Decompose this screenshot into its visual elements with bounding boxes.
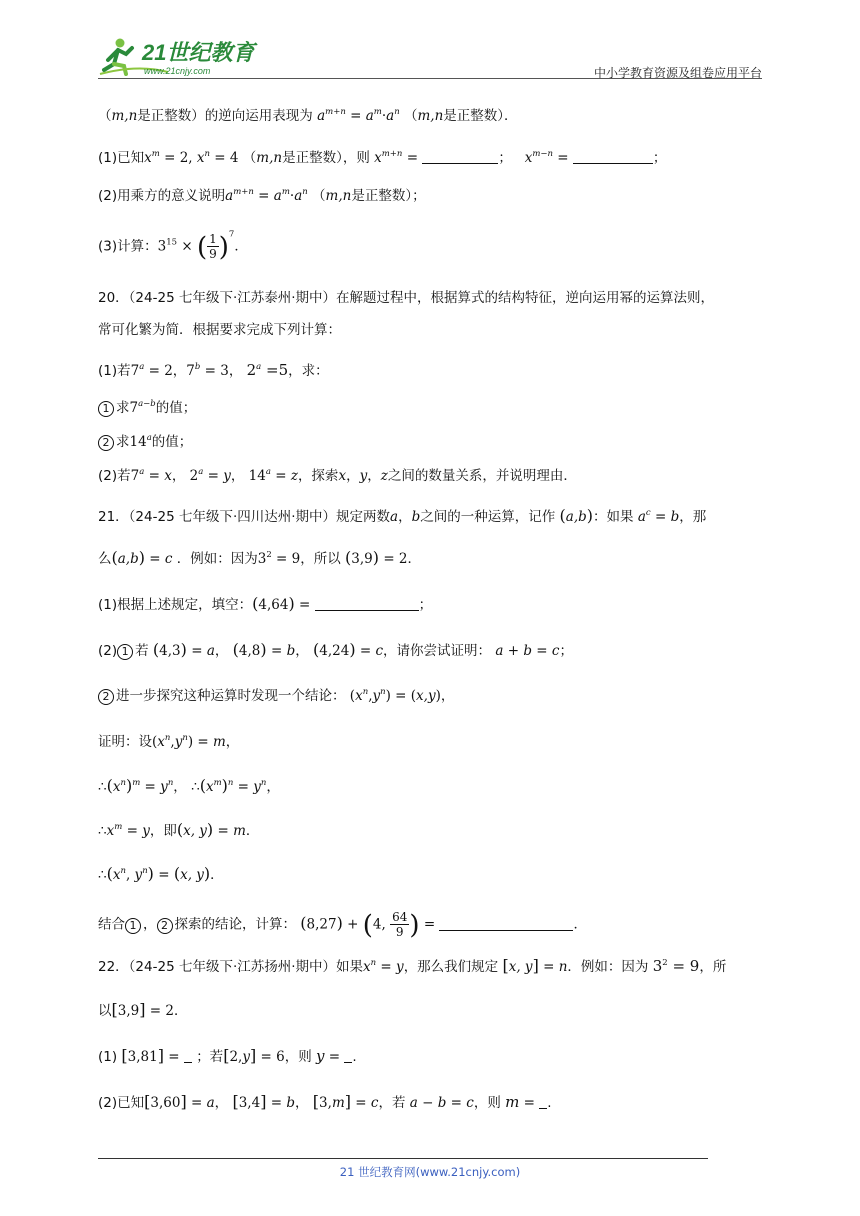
- circled-1: 1: [117, 644, 133, 660]
- circled-1: 1: [98, 401, 114, 417]
- answer-blank[interactable]: [315, 597, 419, 611]
- q21-title: 21．（24-25 七年级下·四川达州·期中）规定两数a，b之间的一种运算，记作 (a,b)：如果 $a^c = b$，那: [98, 506, 707, 525]
- answer-blank[interactable]: [184, 1049, 192, 1063]
- q19-part3: (3)计算：$3^{15}$ × ( $\frac{1}{9}$ )$^7$．: [98, 229, 248, 263]
- q21-title-cont: 么(a,b) = c ．例如：因为$3^2 = 9$，所以 (3,9) = 2．: [98, 548, 422, 567]
- platform-name: 中小学教育资源及组卷应用平台: [593, 66, 762, 80]
- header-divider: [98, 78, 762, 79]
- q21-proof-2: $\therefore(x^n)^m = y^n$， $\therefore(x^m)^n = y^n$，: [98, 776, 280, 795]
- circled-2: 2: [98, 689, 114, 705]
- logo-url-text: www.21cnjy.com: [144, 66, 211, 76]
- q22-title: 22．（24-25 七年级下·江苏扬州·期中）如果$x^n = y$，那么我们规定 [x, y] = n．例如：因为 $3^2 = 9$，所: [98, 956, 727, 975]
- q19-intro-line: （m,n是正整数）的逆向运用表现为 $a^{m+n} = a^m\cdot a^n$ （m,n是正整数）．: [98, 107, 518, 124]
- answer-blank[interactable]: [573, 150, 653, 164]
- page-header: [98, 30, 762, 80]
- q22-part1: (1) [3,81] = ；若[2,y] = 6，则 y = .: [98, 1046, 357, 1065]
- logo-21cnjy: [98, 34, 268, 78]
- q21-part1: (1)根据上述规定，填空：(4,64) = ；: [98, 594, 433, 613]
- q21-proof-4: $\therefore(x^n$, $y^n) = (x$, y)．: [98, 864, 224, 883]
- logo-main-text: 21世纪教育: [142, 40, 255, 65]
- q21-combine: 结合 1 ， 2 探索的结论，计算： (8,27) + (4, $\frac{64}{9}$ ) = ．: [98, 910, 587, 941]
- q21-proof-3: $\therefore x^m = y$，即(x, y) = m．: [98, 820, 260, 839]
- q20-part1: (1)若$7^a = 2$，$7^b = 3$， $2^a =5$，求：: [98, 361, 329, 379]
- q22-part2: (2)已知[3,60] = a， [3,4] = b， [3,m] = c，若 a − b = c，则 m = .: [98, 1092, 552, 1111]
- footer-divider: [98, 1158, 708, 1159]
- q21-part2-2: 2 进一步探究这种运算时发现一个结论： $(x^n,y^n) = (x,y)$，: [98, 686, 454, 706]
- q20-sub2: 2 求14$^a$的值；: [98, 432, 192, 452]
- circled-2: 2: [157, 918, 173, 934]
- answer-blank[interactable]: [422, 150, 498, 164]
- q20-title-cont: 常可化繁为简．根据要求完成下列计算：: [98, 322, 341, 338]
- circled-1: 1: [125, 918, 141, 934]
- q22-title-cont: 以[3,9] = 2．: [98, 1000, 188, 1019]
- circled-2: 2: [98, 435, 114, 451]
- q20-part2: (2)若$7^a = x$， $2^a = y$， $14^a = z$，探索x，y，z之间的数量关系，并说明理由．: [98, 467, 577, 484]
- footer-source[interactable]: 21 世纪教育网(www.21cnjy.com): [339, 1165, 521, 1179]
- q19-part1: (1)已知$x^m = 2$, $x^n = 4$ （m,n是正整数），则 $x^{m+n}$ = ； $x^{m-n}$ = ；: [98, 149, 667, 166]
- q21-proof-1: 证明：设$(x^n,y^n) = m$，: [98, 733, 240, 750]
- q20-sub1: 1 求$7^{a-b}$的值；: [98, 398, 196, 418]
- answer-blank[interactable]: [439, 917, 573, 931]
- q20-title: 20．（24-25 七年级下·江苏泰州·期中）在解题过程中，根据算式的结构特征，逆向运用幂的运算法则，: [98, 290, 715, 306]
- q19-part2: (2)用乘方的意义说明$a^{m+n} = a^m\cdot a^n$ （m,n是正整数）；: [98, 187, 426, 204]
- q21-part2-1: (2) 1 若 (4,3) = a， (4,8) = b， (4,24) = c，请你尝试证明： a + b = c；: [98, 640, 573, 659]
